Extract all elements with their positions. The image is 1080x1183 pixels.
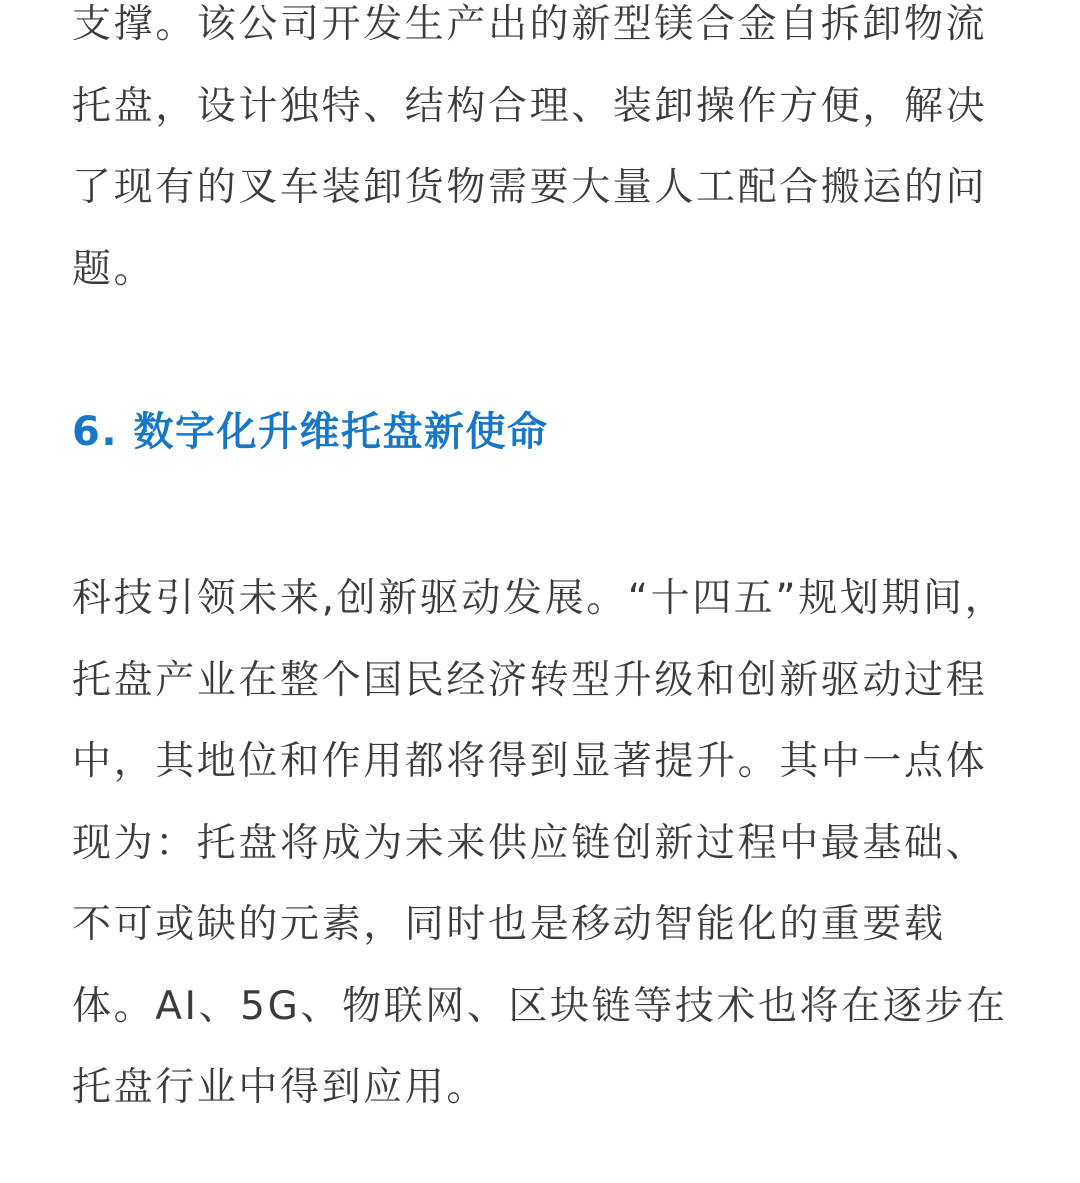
paragraph-line: 托盘行业中得到应用。 (72, 1065, 489, 1110)
paragraph-line: 支撑。该公司开发生产出的新型镁合金自拆卸物流 (72, 2, 988, 47)
paragraph-line: 体。AI、5G、物联网、区块链等技术也将在逐步在 (72, 983, 1008, 1029)
paragraph-line: 了现有的叉车装卸货物需要大量人工配合搬运的问 (72, 165, 988, 210)
paragraph-1 (72, 0, 1012, 310)
paragraph-line: 托盘产业在整个国民经济转型升级和创新驱动过程 (72, 657, 988, 703)
paragraph-line: 中，其地位和作用都将得到显著提升。其中一点体 (72, 739, 988, 784)
paragraph-line: 科技引领未来,创新驱动发展。“十四五”规划期间， (72, 576, 1007, 621)
paragraph-2 (72, 558, 1012, 1129)
section-heading: 6. 数字化升维托盘新使命 (72, 409, 549, 455)
paragraph-line: 现为：托盘将成为未来供应链创新过程中最基础、 (72, 820, 988, 866)
paragraph-line: 托盘，设计独特、结构合理、装卸操作方便，解决 (72, 83, 988, 129)
paragraph-line: 题。 (72, 246, 156, 292)
paragraph-line: 不可或缺的元素，同时也是移动智能化的重要载 (72, 902, 946, 947)
